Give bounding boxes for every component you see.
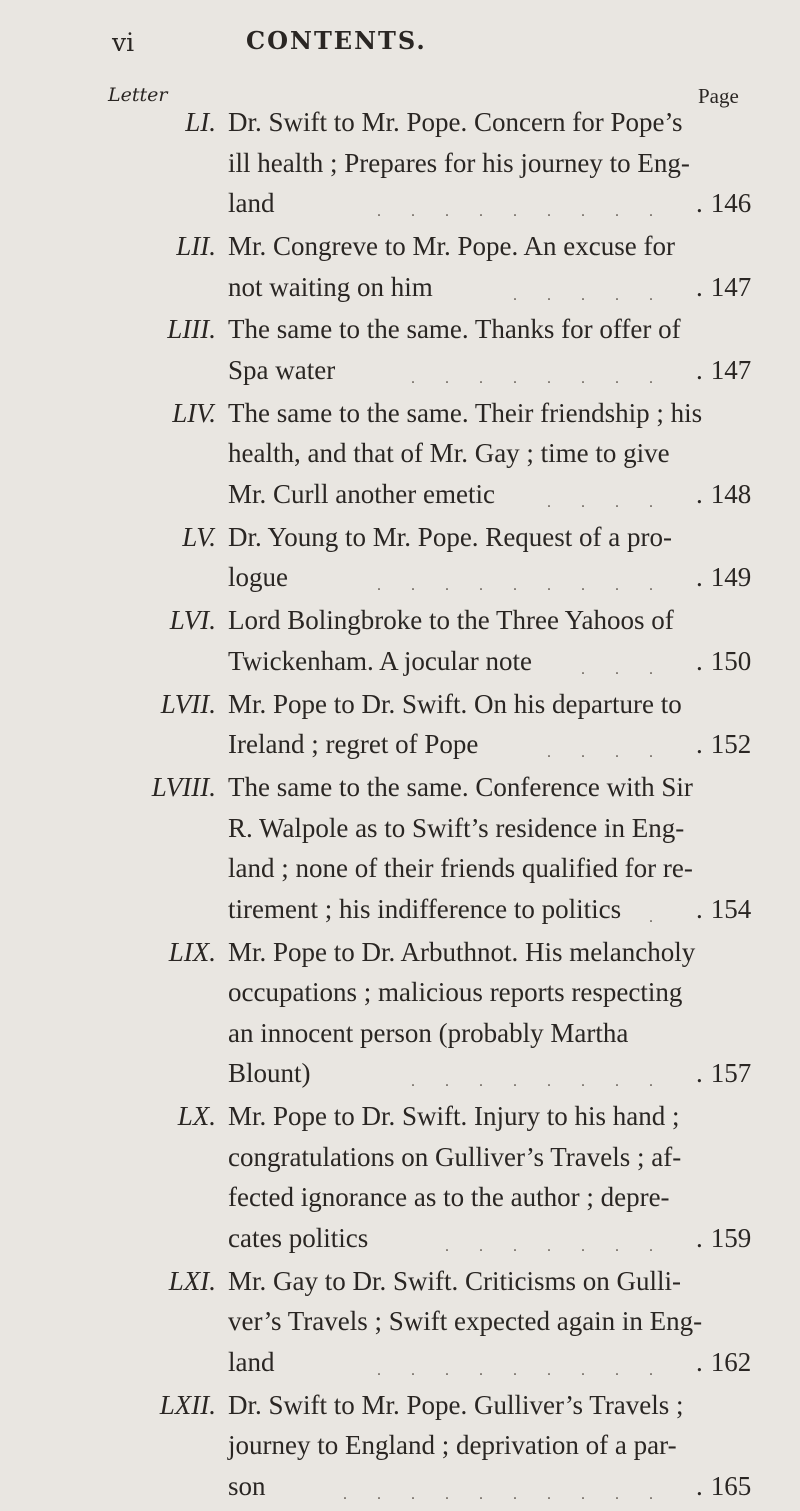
entry-description xyxy=(228,1265,703,1387)
page-number-value: 147 xyxy=(710,354,752,385)
dot-leader: ....... xyxy=(445,1237,683,1255)
entry-line: ver’s Travels ; Swift expected again in Eng- xyxy=(228,1306,703,1337)
entry-line: logue ......... xyxy=(228,561,688,602)
leader-dot: . xyxy=(696,729,703,760)
page-number xyxy=(696,478,756,511)
page-number xyxy=(696,1346,756,1379)
page-number-value: 146 xyxy=(710,188,752,219)
entry-line: land ......... xyxy=(228,1346,688,1387)
letter-numeral: LXI. xyxy=(168,1265,216,1296)
dot-leader: .......... xyxy=(343,1485,683,1503)
entry-description xyxy=(228,313,688,394)
entry-line: journey to England ; deprivation of a par- xyxy=(228,1430,677,1461)
entry-description xyxy=(228,688,688,769)
dot-leader: ......... xyxy=(377,577,683,595)
running-head-title: CONTENTS. xyxy=(246,26,427,55)
entry-line: Mr. Gay to Dr. Swift. Criticisms on Gulli- xyxy=(228,1265,682,1296)
entry-line: The same to the same. Conference with Sir xyxy=(228,772,693,802)
page-number-value: 159 xyxy=(710,1222,752,1253)
page-number xyxy=(696,271,756,304)
entry-description xyxy=(228,397,703,519)
page-number-value: 157 xyxy=(710,1058,752,1089)
letter-numeral: LIX. xyxy=(168,936,216,967)
entry-line: R. Walpole as to Swift’s residence in Eng- xyxy=(228,812,685,843)
page-number-value: 152 xyxy=(710,729,752,760)
leader-dot: . xyxy=(696,1058,703,1089)
leader-dot: . xyxy=(696,478,703,509)
entry-description xyxy=(228,521,688,602)
entry-line: Dr. Young to Mr. Pope. Request of a pro- xyxy=(228,521,672,552)
leader-dot: . xyxy=(696,893,703,924)
letter-numeral: LVI. xyxy=(169,605,216,636)
entry-line: land ......... xyxy=(228,187,688,228)
entry-description xyxy=(228,604,688,685)
page-number-value: 149 xyxy=(710,562,752,593)
dot-leader: ... xyxy=(581,660,683,678)
dot-leader: ........ xyxy=(411,1073,683,1091)
page-number xyxy=(696,1057,756,1090)
entry-line: Mr. Congreve to Mr. Pope. An excuse for xyxy=(228,231,675,261)
entry-line: son .......... xyxy=(228,1470,688,1511)
entry-line: health, and that of Mr. Gay ; time to give xyxy=(228,438,670,469)
dot-leader: ......... xyxy=(377,1361,683,1379)
page-number xyxy=(696,354,756,387)
entry-line: occupations ; malicious reports respecting xyxy=(228,977,683,1008)
letter-numeral: LV. xyxy=(182,521,216,552)
entry-line: Mr. Pope to Dr. Arbuthnot. His melancholy xyxy=(228,936,696,967)
letter-numeral: LXII. xyxy=(159,1389,216,1420)
entry-line: congratulations on Gulliver’s Travels ; af- xyxy=(228,1141,682,1172)
entry-line: ill health ; Prepares for his journey to Eng- xyxy=(228,147,690,178)
entry-line: Mr. Pope to Dr. Swift. Injury to his hand ; xyxy=(228,1101,680,1132)
leader-dot: . xyxy=(696,1470,703,1501)
leader-dot: . xyxy=(696,354,703,385)
entry-line: Mr. Pope to Dr. Swift. On his departure to xyxy=(228,688,682,719)
page-number xyxy=(696,1222,756,1255)
column-heading-page: Page xyxy=(698,84,739,108)
entry-line: cates politics ....... xyxy=(228,1222,688,1263)
leader-dot: . xyxy=(696,271,703,302)
leader-dot: . xyxy=(696,1346,703,1377)
entry-line: Spa water ........ xyxy=(228,354,688,395)
page-number-value: 162 xyxy=(710,1346,752,1377)
entry-description xyxy=(228,936,696,1098)
entry-line: Lord Bolingbroke to the Three Yahoos of xyxy=(228,605,674,636)
page-number-value: 150 xyxy=(710,645,752,676)
entry-line: Dr. Swift to Mr. Pope. Concern for Pope’s xyxy=(228,107,683,137)
entry-line: fected ignorance as to the author ; depre- xyxy=(228,1182,670,1213)
letter-numeral: LIV. xyxy=(172,397,216,428)
letter-numeral: LII. xyxy=(176,231,216,261)
entry-line: an innocent person (probably Martha xyxy=(228,1017,629,1048)
entry-line: Ireland ; regret of Pope .... xyxy=(228,728,688,769)
letter-numeral: LI. xyxy=(185,107,216,137)
dot-leader: ......... xyxy=(377,203,683,221)
page-folio: vi xyxy=(112,28,135,57)
dot-leader: ........ xyxy=(411,369,683,387)
entry-line: tirement ; his indifference to politics . xyxy=(228,893,688,934)
entry-line: Mr. Curll another emetic .... xyxy=(228,478,688,519)
dot-leader: .... xyxy=(547,744,683,762)
entry-description xyxy=(228,1389,688,1511)
entry-description xyxy=(228,230,688,311)
leader-dot: . xyxy=(696,188,703,219)
entry-description xyxy=(228,106,688,228)
entry-line: Blount) ........ xyxy=(228,1057,688,1098)
entry-description xyxy=(228,771,693,933)
page-number xyxy=(696,561,756,594)
page-number xyxy=(696,1470,756,1503)
entry-line: land ; none of their friends qualified for re- xyxy=(228,853,693,884)
page-number-value: 147 xyxy=(710,271,752,302)
leader-dot: . xyxy=(696,562,703,593)
entry-description xyxy=(228,1100,688,1262)
dot-leader: . xyxy=(649,908,683,926)
page-number xyxy=(696,728,756,761)
page-number xyxy=(696,645,756,678)
page-number-value: 148 xyxy=(710,478,752,509)
entry-line: not waiting on him ..... xyxy=(228,271,688,312)
letter-numeral: LX. xyxy=(177,1101,216,1132)
letter-numeral: LVIII. xyxy=(151,772,216,802)
leader-dot: . xyxy=(696,645,703,676)
leader-dot: . xyxy=(696,1222,703,1253)
column-heading-letter: Letter xyxy=(108,84,168,106)
entry-line: Twickenham. A jocular note ... xyxy=(228,645,688,686)
page-number-value: 154 xyxy=(710,893,752,924)
page-number xyxy=(696,893,756,926)
page-number-value: 165 xyxy=(710,1470,752,1501)
dot-leader: ..... xyxy=(513,286,683,304)
page-number xyxy=(696,187,756,220)
entry-line: The same to the same. Their friendship ; his xyxy=(228,397,703,428)
dot-leader: .... xyxy=(547,493,683,511)
entry-line: Dr. Swift to Mr. Pope. Gulliver’s Travels ; xyxy=(228,1389,684,1420)
letter-numeral: LVII. xyxy=(160,688,216,719)
letter-numeral: LIII. xyxy=(167,314,216,345)
entry-line: The same to the same. Thanks for offer of xyxy=(228,314,681,345)
